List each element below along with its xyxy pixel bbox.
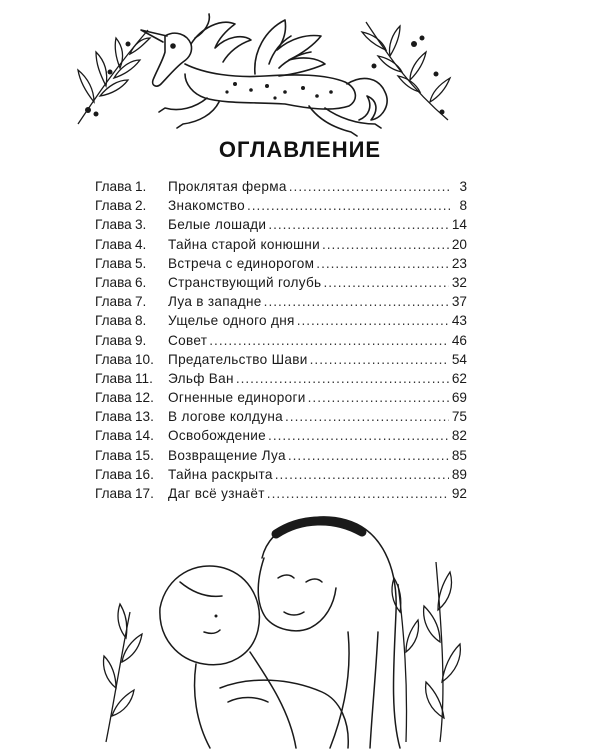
toc-entry: Глава 16. Тайна раскрыта ..... 89 [95,465,467,484]
toc-entry: Глава 5. Встреча с единорогом ..... 23 [95,254,467,273]
toc-entry: Глава 15. Возвращение Луа ..... 85 [95,446,467,465]
toc-list [95,177,467,503]
toc-entry: Глава 9. Совет ..... 46 [95,331,467,350]
toc-entry: Глава 12. Огненные единороги ..... 69 [95,388,467,407]
toc-entry: Глава 7. Луа в западне ..... 37 [95,292,467,311]
toc-entry: Глава 4. Тайна старой конюшни ..... 20 [95,235,467,254]
toc-entry: Глава 10. Предательство Шави ..... 54 [95,350,467,369]
toc-title: ОГЛАВЛЕНИЕ [218,137,382,162]
toc-entry: Глава 6. Странствующий голубь ..... 32 [95,273,467,292]
mother-hugging-child-icon [100,512,500,750]
toc-entry: Глава 13. В логове колдуна ..... 75 [95,407,467,426]
toc-entry: Глава 11. Эльф Ван ..... 62 [95,369,467,388]
toc-entry: Глава 8. Ущелье одного дня ..... 43 [95,311,467,330]
toc-entry: Глава 2. Знакомство ..... 8 [95,196,467,215]
toc-entry: Глава 17. Даг всё узнаёт ..... 92 [95,484,467,503]
toc-entry: Глава 3. Белые лошади ..... 14 [95,215,467,234]
leaf-branch-icon [356,16,456,126]
toc-entry: Глава 14. Освобождение ..... 82 [95,426,467,445]
toc-entry: Глава 1. Проклятая ферма ..... 3 [95,177,467,196]
